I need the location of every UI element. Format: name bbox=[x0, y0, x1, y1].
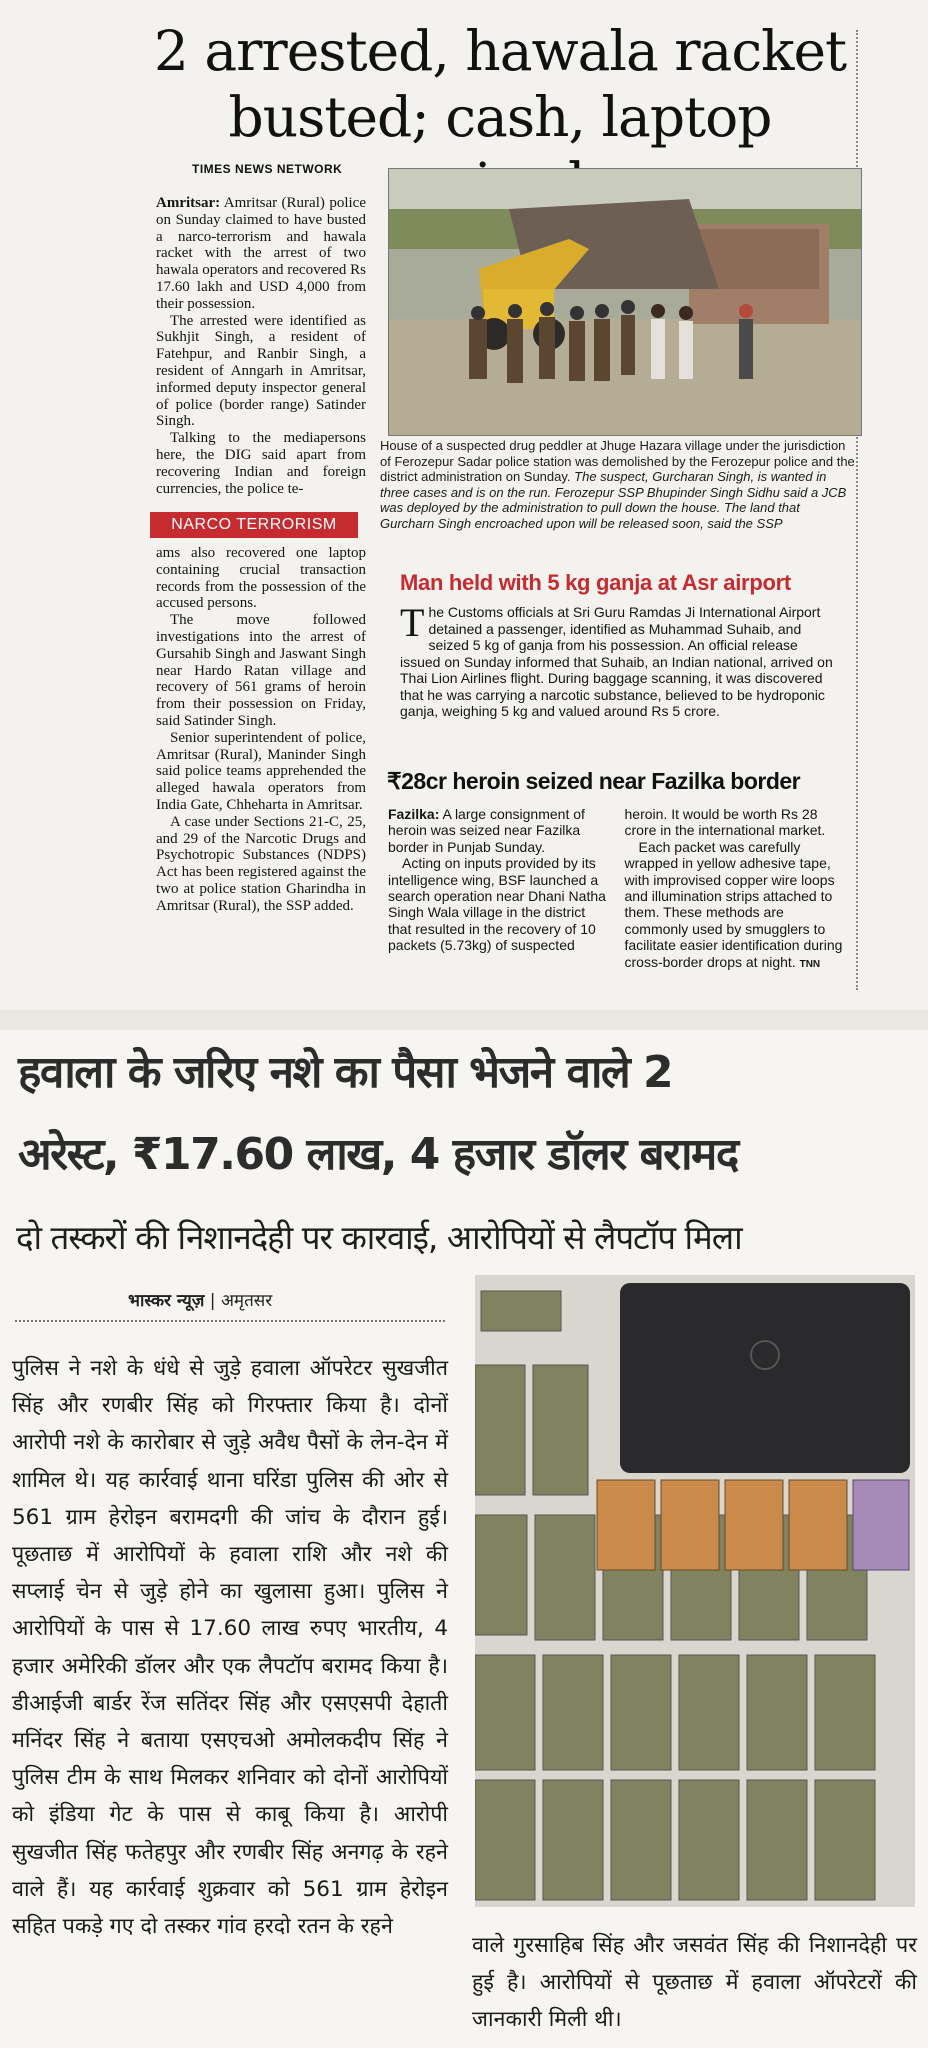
photo-caption: House of a suspected drug peddler at Jhuge Hazara village under the jurisdiction of Ferozepur Sadar police station was demolished by the Ferozepur police and the district administration on Sunday. The suspect, Gurcharan Singh, is wanted in three cases and is on the run. Ferozepur SSP Bhupinder Singh Sidhu said a JCB was deployed by the administration to pull down the house. The land that Gurcharn Singh encroached upon will be released soon, said the SSP bbox=[380, 438, 855, 531]
english-article-column-top: Amritsar: Amritsar (Rural) police on Sunday claimed to have busted a narco-terrorism and hawala racket with the arrest of two hawala operators and recovered Rs 17.60 lakh and USD 4,000 from their possession. The arrested were identified as Sukhjit Singh, a resident of Fatehpur, and Ranbir Singh, a resident of Anngarh in Amritsar, informed deputy inspector general of police (border range) Satinder Singh. Talking to the mediapersons here, the DIG said apart from recovering Indian and foreign currencies, the police te- bbox=[156, 195, 366, 497]
narco-terrorism-label: NARCO TERRORISM bbox=[150, 512, 358, 538]
dotted-divider bbox=[15, 1320, 445, 1322]
english-byline: TIMES NEWS NETWORK bbox=[192, 162, 343, 176]
hindi-subheadline: दो तस्करों की निशानदेही पर कारवाई, आरोपियों से लैपटॉप मिला bbox=[16, 1218, 742, 1257]
hindi-headline: हवाला के जरिए नशे का पैसा भेजने वाले 2 अरेस्ट, ₹17.60 लाख, 4 हजार डॉलर बरामद bbox=[18, 1047, 738, 1180]
ganja-headline: Man held with 5 kg ganja at Asr airport bbox=[400, 570, 791, 595]
fazilka-article: Fazilka: A large consignment of heroin was seized near Fazilka border in Punjab Sunday. Acting on inputs provided by its intelligence wing, BSF launched a search operation near Dhani Natha Singh Wala village in the district that resulted in the recovery of 10 packets (5.73kg) of suspected heroin. It would be worth Rs 28 crore in the international market. Each packet was carefully wrapped in yellow adhesive tape, with improvised copper wire loops and illumination strips attached to them. These methods are commonly used by smugglers to facilitate easier identification during cross-border drops at night. TNN bbox=[388, 806, 843, 970]
agency-tag: TNN bbox=[799, 958, 821, 970]
hindi-article-body: पुलिस ने नशे के धंधे से जुड़े हवाला ऑपरेटर सुखजीत सिंह और रणबीर सिंह को गिरफ्तार किया है। दोनों आरोपी नशे के कारोबार से जुड़े अवैध पैसों के लेन-देन में शामिल थे। यह कार्रवाई थाना घरिंडा पुलिस की ओर से 561 ग्राम हेरोइन बरामदगी की जांच के दौरान हुई। पूछताछ में आरोपियों के हवाला राशि और नशे की सप्लाई चेन से जुड़े होने का खुलासा हुआ। पुलिस ने आरोपियों के पास से 17.60 लाख रुपए भारतीय, 4 हजार अमेरिकी डॉलर और एक लैपटॉप बरामद किया है। डीआईजी बार्डर रेंज सतिंदर सिंह और एसएसपी देहाती मनिंदर सिंह ने बताया एसएचओ अमोलकदीप सिंह ने पुलिस टीम के साथ मिलकर शनिवार को दोनों आरोपियों को इंडिया गेट के पास से काबू किया है। आरोपी सुखजीत सिंह फतेहपुर और रणबीर सिंह अनगढ़ के रहने वाले हैं। यह कार्रवाई शुक्रवार को 561 ग्राम हेरोइन सहित पकड़े गए दो तस्कर गांव हरदो रतन के रहने bbox=[12, 1356, 448, 1940]
drop-cap: T bbox=[400, 600, 425, 645]
dateline: Amritsar: bbox=[156, 195, 221, 211]
hindi-byline: भास्कर न्यूज़ | अमृतसर bbox=[128, 1291, 273, 1311]
ganja-article: The Customs officials at Sri Guru Ramdas Ji International Airport detained a passenger, identified as Muhammad Suhaib, and seized 5 kg of ganja from his possession. An official release issued on Sunday informed that Suhaib, an Indian national, arrived on Thai Lion Airlines flight. During baggage scanning, it was discovered that he was carrying a narcotic substance, believed to be hydroponic ganja, weighing 5 kg and valued around Rs 5 crore. bbox=[400, 600, 833, 719]
seized-cash-laptop-photo bbox=[475, 1275, 915, 1907]
english-headline: 2 arrested, hawala racket busted; cash, laptop bbox=[153, 19, 847, 149]
demolition-photo bbox=[388, 168, 862, 436]
fazilka-headline: ₹28cr heroin seized near Fazilka border bbox=[387, 768, 801, 794]
english-article-column-bottom: ams also recovered one laptop containing crucial transaction records from the possession of the accused persons. The move followed investigations into the arrest of Gursahib Singh and Jaswant Singh near Hardo Ratan village and recovery of 561 grams of heroin from their possession on Friday, said Satinder Singh. Senior superintendent of police, Amritsar (Rural), Maninder Singh said police teams apprehended the alleged hawala operators from India Gate, Chheharta in Amritsar. A case under Sections 21-C, 25, and 29 of the Narcotic Drugs and Psychotropic Substances (NDPS) Act has been registered against the two at police station Gharindha in Amritsar (Rural), the SSP added. bbox=[156, 545, 366, 914]
hindi-article-continuation: वाले गुरसाहिब सिंह और जसवंत सिंह की निशानदेही पर हुई है। आरोपियों से पूछताछ में हवाला ऑपरेटरों की जानकारी मिली थी। bbox=[472, 1933, 917, 2032]
